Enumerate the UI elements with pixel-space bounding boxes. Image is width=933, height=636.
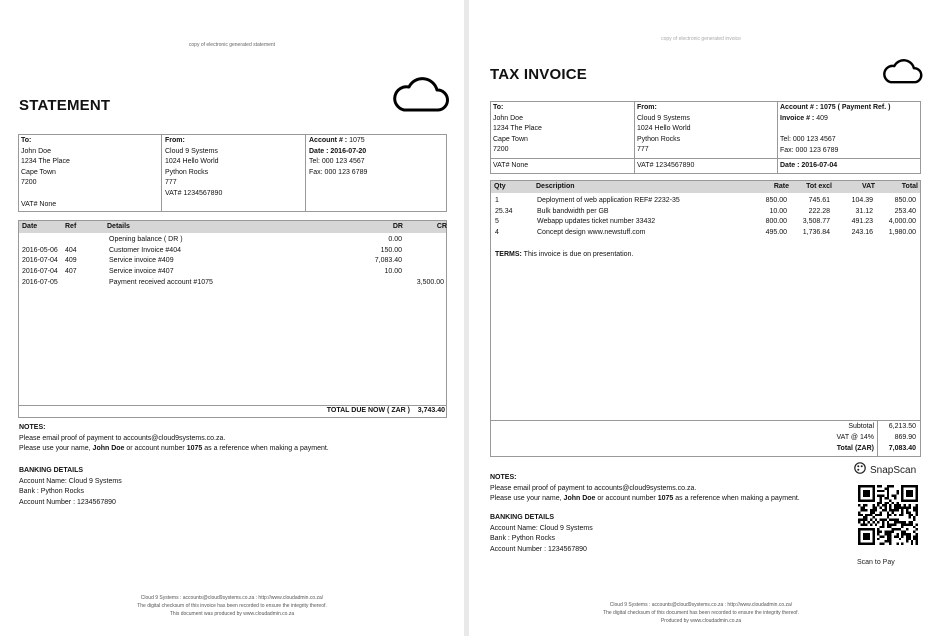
footer-line: The digital checksum of this invoice has been recorded to ensure the integrity thereof. <box>137 603 327 609</box>
to-line: 7200 <box>21 179 37 187</box>
to-line: John Doe <box>493 114 523 122</box>
statement-row-date: 2016-05-06 <box>22 246 58 254</box>
notes-line: Please email proof of payment to accounts@cloud9systems.co.za. <box>19 434 226 442</box>
snapscan-logo-icon <box>854 461 866 479</box>
banking-line: Bank : Python Rocks <box>490 535 555 543</box>
col-tot-excl: Tot excl <box>806 183 832 190</box>
invoice-from-block <box>637 103 691 156</box>
statement-row-details: Service invoice #409 <box>109 257 174 265</box>
notes-line: Please email proof of payment to accounts@cloud9systems.co.za. <box>490 484 697 492</box>
statement-row-ref: 407 <box>65 268 77 276</box>
statement-row-details: Service invoice #407 <box>109 268 174 276</box>
notes-title: NOTES: <box>490 474 517 481</box>
banking-title: BANKING DETAILS <box>19 467 84 474</box>
from-label: From: <box>637 104 657 111</box>
banking-line: Account Number : 1234567890 <box>490 545 587 553</box>
invoice-item-qty: 1 <box>495 197 499 204</box>
invoice-footer <box>469 601 933 625</box>
col-rate: Rate <box>773 183 789 190</box>
from-line: Python Rocks <box>165 168 209 176</box>
statement-row-ref <box>65 235 105 245</box>
snapscan-logo <box>854 461 916 479</box>
banking-line: Bank : Python Rocks <box>19 488 84 496</box>
notes-line: Please use your name, John Doe or account number 1075 as a reference when making a payment. <box>490 495 800 503</box>
invoice-item-vat: 243.16 <box>851 229 873 237</box>
invoice-top-note: copy of electronic generated invoice <box>661 36 741 42</box>
invoice-date: Date : 2016-07-04 <box>780 162 838 169</box>
col-description: Description <box>536 183 575 190</box>
invoice-item-excl: 1,736.84 <box>802 229 830 237</box>
invoice-item-desc: Webapp updates ticket number 33432 <box>537 218 656 226</box>
statement-page <box>0 0 464 636</box>
invoice-item-vat: 104.39 <box>851 197 873 204</box>
col-vat: VAT <box>862 183 875 190</box>
col-total: Total <box>901 183 918 190</box>
statement-row-date <box>22 235 66 245</box>
from-line: 777 <box>637 146 649 154</box>
statement-footer <box>0 594 464 618</box>
tel: Tel: 000 123 4567 <box>780 136 836 143</box>
invoice-banking <box>490 513 593 555</box>
from-line: 1024 Hello World <box>637 125 691 133</box>
notes-line: Please use your name, John Doe or account number 1075 as a reference when making a payment. <box>19 445 329 453</box>
to-label: To: <box>21 137 32 144</box>
fax: Fax: 000 123 6789 <box>780 146 839 154</box>
statement-row-cr <box>380 256 444 266</box>
statement-row-dr: 0.00 <box>388 236 402 243</box>
account-number: 1075 <box>349 137 365 144</box>
statement-to-block <box>21 136 70 189</box>
invoice-item-qty: 25.34 <box>495 207 513 215</box>
invoice-item-total: 4,000.00 <box>888 218 916 226</box>
statement-banking <box>19 466 122 508</box>
to-line: Cape Town <box>493 135 528 143</box>
statement-row-date: 2016-07-04 <box>22 268 58 276</box>
vat-label: VAT @ 14% <box>836 434 874 441</box>
from-line: Cloud 9 Systems <box>165 147 218 155</box>
statement-top-note: copy of electronic generated statement <box>188 42 276 48</box>
from-line: Cloud 9 Systems <box>637 114 690 122</box>
invoice-account-block <box>780 103 890 124</box>
to-line: John Doe <box>21 147 51 155</box>
col-details: Details <box>107 223 130 230</box>
statement-row-dr: 10.00 <box>384 268 402 276</box>
statement-row-details: Customer Invoice #404 <box>109 246 181 254</box>
to-line: Cape Town <box>21 168 56 176</box>
cloud-icon <box>390 74 450 114</box>
statement-row-dr: 7,083.40 <box>374 257 402 265</box>
tel: Tel: 000 123 4567 <box>309 158 365 166</box>
statement-title: STATEMENT <box>19 97 111 114</box>
invoice-item-excl: 3,508.77 <box>802 218 830 226</box>
total-label: Total (ZAR) <box>836 445 874 452</box>
invoice-item-rate: 10.00 <box>769 207 787 215</box>
invoice-contact <box>780 135 838 156</box>
invoice-page <box>469 0 933 636</box>
col-ref: Ref <box>65 223 77 230</box>
to-line: 7200 <box>493 146 509 154</box>
from-label: From: <box>165 137 185 144</box>
from-line: 777 <box>165 179 177 187</box>
invoice-item-desc: Deployment of web application REF# 2232-35 <box>537 197 680 204</box>
footer-line: Cloud 9 Systems : accounts@cloud9systems.co.za : http://www.cloudadmin.co.za/ <box>140 595 324 601</box>
footer-line: The digital checksum of this document has been recorded to ensure the integrity thereof. <box>603 610 799 616</box>
from-line: 1024 Hello World <box>165 158 219 166</box>
statement-row-date: 2016-07-05 <box>22 278 58 286</box>
invoice-item-vat: 491.23 <box>851 218 873 226</box>
qr-code-icon[interactable] <box>858 485 918 550</box>
col-date: Date <box>22 223 38 230</box>
banking-title: BANKING DETAILS <box>490 514 555 521</box>
to-label: To: <box>493 104 504 111</box>
invoice-number: 409 <box>816 114 828 122</box>
col-qty: Qty <box>494 183 506 190</box>
statement-row-ref: 404 <box>65 246 77 254</box>
account-label: Account # : <box>309 137 348 144</box>
invoice-item-total: 1,980.00 <box>888 229 916 237</box>
statement-row-details: Opening balance ( DR ) <box>109 236 183 243</box>
notes-title: NOTES: <box>19 424 46 431</box>
snapscan-label: SnapScan <box>870 464 917 476</box>
subtotal-label: Subtotal <box>848 423 874 430</box>
invoice-notes <box>490 473 800 505</box>
statement-to-vat: VAT# None <box>21 201 57 208</box>
statement-row-cr: 3,500.00 <box>416 278 444 286</box>
invoice-item-qty: 4 <box>495 229 499 237</box>
vat-value: 869.90 <box>894 434 916 441</box>
from-line: Python Rocks <box>637 135 681 143</box>
invoice-item-excl: 222.28 <box>808 207 830 215</box>
banking-line: Account Name: Cloud 9 Systems <box>19 477 122 485</box>
statement-row-cr <box>380 235 444 245</box>
cloud-icon <box>881 56 923 86</box>
statement-date: Date : 2016-07-20 <box>309 147 367 155</box>
total-due-label: TOTAL DUE NOW ( ZAR ) <box>326 407 410 414</box>
invoice-item-rate: 495.00 <box>765 229 787 237</box>
invoice-item-total: 253.40 <box>894 207 916 215</box>
footer-line: Cloud 9 Systems : accounts@cloud9systems.co.za : http://www.cloudadmin.co.za/ <box>609 602 793 608</box>
invoice-item-desc: Bulk bandwidth per GB <box>537 207 609 215</box>
statement-notes <box>19 423 329 455</box>
invoice-from-vat: VAT# 1234567890 <box>637 162 695 169</box>
statement-row-cr <box>380 246 444 256</box>
to-line: 1234 The Place <box>493 125 542 133</box>
invoice-item-total: 850.00 <box>894 197 916 204</box>
invoice-item-vat: 31.12 <box>855 207 873 215</box>
scan-to-pay-label: Scan to Pay <box>857 559 895 566</box>
statement-row-ref: 409 <box>65 257 77 265</box>
statement-row-cr <box>380 267 444 277</box>
from-vat: VAT# 1234567890 <box>165 189 223 197</box>
statement-row-details: Payment received account #1075 <box>109 278 213 286</box>
invoice-to-block <box>493 103 542 156</box>
footer-line: Produced by www.cloudadmin.co.za <box>660 618 742 624</box>
invoice-item-rate: 800.00 <box>765 218 787 226</box>
statement-row-ref <box>65 278 105 288</box>
col-dr: DR <box>392 223 403 230</box>
invoice-item-rate: 850.00 <box>765 197 787 204</box>
statement-address-box <box>18 134 447 212</box>
invoice-item-excl: 745.61 <box>808 197 830 204</box>
statement-row-dr: 150.00 <box>380 246 402 254</box>
statement-from-block <box>165 136 222 200</box>
fax: Fax: 000 123 6789 <box>309 168 368 176</box>
total-value: 7,083.40 <box>888 445 916 452</box>
subtotal-value: 6,213.50 <box>888 423 916 430</box>
invoice-terms: TERMS: This invoice is due on presentation. <box>495 251 634 258</box>
to-line: 1234 The Place <box>21 158 70 166</box>
invoice-to-vat: VAT# None <box>493 162 529 169</box>
footer-line: This document was produced by www.cloudadmin.co.za <box>169 611 295 617</box>
invoice-title: TAX INVOICE <box>490 66 587 83</box>
total-due-value: 3,743.40 <box>417 407 445 414</box>
statement-account-block <box>309 136 367 178</box>
banking-line: Account Name: Cloud 9 Systems <box>490 524 593 532</box>
account-label: Account # : 1075 ( Payment Ref. ) <box>780 104 891 111</box>
invoice-number-label: Invoice # : <box>780 114 815 122</box>
invoice-item-qty: 5 <box>495 218 499 226</box>
statement-row-date: 2016-07-04 <box>22 257 58 265</box>
col-cr: CR <box>436 223 447 230</box>
banking-line: Account Number : 1234567890 <box>19 498 116 506</box>
invoice-item-desc: Concept design www.newstuff.com <box>537 229 646 237</box>
